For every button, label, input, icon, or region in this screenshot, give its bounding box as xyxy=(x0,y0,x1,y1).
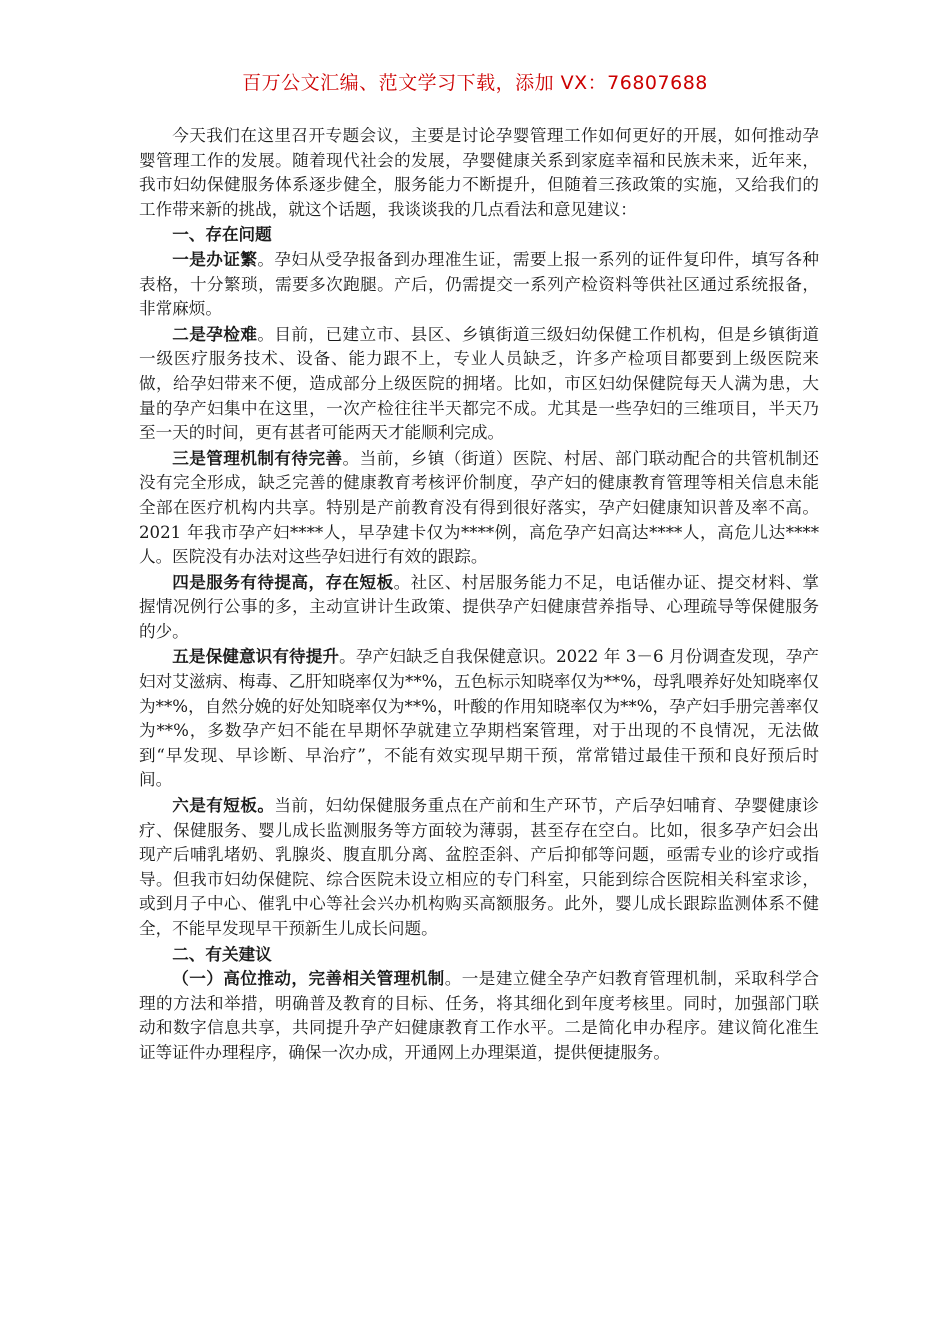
problem-lead-1: 一是办证繁 xyxy=(172,248,258,269)
problem-paragraph-3 xyxy=(139,446,819,570)
problem-lead-4: 四是服务有待提高，存在短板 xyxy=(172,571,394,592)
problem-text-1: 。孕妇从受孕报备到办理准生证，需要上报一系列的证件复印件，填写各种表格，十分繁琐，需要多次跑腿。产后，仍需提交一系列产检资料等供社区通过系统报备，非常麻烦。 xyxy=(139,249,820,319)
suggestion-text-1: 。一是建立健全孕产妇教育管理机制，采取科学合理的方法和举措，明确普及教育的目标、任务，将其细化到年度考核里。同时，加强部门联动和数字信息共享，共同提升孕产妇健康教育工作水平。二是简化申办程序。建议简化准生证等证件办理程序，确保一次办成，开通网上办理渠道，提供便捷服务。 xyxy=(139,969,820,1062)
section-heading-problems: 一、存在问题 xyxy=(172,224,272,245)
problem-paragraph-4 xyxy=(139,570,819,645)
problem-paragraph-1 xyxy=(139,247,819,322)
problem-paragraph-2 xyxy=(139,322,819,446)
problem-lead-2: 二是孕检难 xyxy=(172,323,258,344)
problem-lead-6: 六是有短板。 xyxy=(172,795,275,816)
problem-lead-3: 三是管理机制有待完善 xyxy=(172,447,343,468)
section-heading-suggestions: 二、有关建议 xyxy=(172,943,272,964)
watermark-header: 百万公文汇编、范文学习下载，添加 VX：76807688 xyxy=(242,72,708,94)
suggestion-lead-1: （一）高位推动，完善相关管理机制 xyxy=(172,968,445,989)
problem-text-3: 。当前，乡镇（街道）医院、村居、部门联动配合的共管机制还没有完全形成，缺乏完善的健康教育考核评价制度，孕产妇的健康教育管理等相关信息未能全部在医疗机构内共享。特别是产前教育没有得到很好落实，孕产妇健康知识普及率不高。2021 年我市孕产妇****人，早孕建卡仅为****例，高危孕产妇高达****人，高危儿达****人。医院没有办法对这些孕妇进行有效的跟踪。 xyxy=(139,448,820,567)
problem-text-2: 。目前，已建立市、县区、乡镇街道三级妇幼保健工作机构，但是乡镇街道一级医疗服务技术、设备、能力跟不上，专业人员缺乏，许多产检项目都要到上级医院来做，给孕妇带来不便，造成部分上级医院的拥堵。比如，市区妇幼保健院每天人满为患，大量的孕产妇集中在这里，一次产检往往半天都完不成。尤其是一些孕妇的三维项目，半天乃至一天的时间，更有甚者可能两天才能顺利完成。 xyxy=(139,324,820,443)
problem-text-5: 。孕产妇缺乏自我保健意识。2022 年 3－6 月份调查发现，孕产妇对艾滋病、梅毒、乙肝知晓率仅为**%，五色标示知晓率仅为**%，母乳喂养好处知晓率仅为**%，自然分娩的好处知晓率仅为**%，叶酸的作用知晓率仅为**%，孕产妇手册完善率仅为**%，多数孕产妇不能在早期怀孕就建立孕期档案管理，对于出现的不良情况，无法做到“早发现、早诊断、早治疗”，不能有效实现早期干预，常常错过最佳干预和良好预后时间。 xyxy=(139,647,820,790)
document-body xyxy=(139,124,819,1066)
problem-paragraph-6 xyxy=(139,793,819,942)
intro-paragraph: 今天我们在这里召开专题会议，主要是讨论孕婴管理工作如何更好的开展，如何推动孕婴管理工作的发展。随着现代社会的发展，孕婴健康关系到家庭幸福和民族未来，近年来，我市妇幼保健服务体系逐步健全，服务能力不断提升，但随着三孩政策的实施，又给我们的工作带来新的挑战，就这个话题，我谈谈我的几点看法和意见建议： xyxy=(139,126,819,219)
problem-text-4: 。社区、村居服务能力不足，电话催办证、提交材料、掌握情况例行公事的多，主动宣讲计生政策、提供孕产妇健康营养指导、心理疏导等保健服务的少。 xyxy=(139,572,820,641)
suggestion-paragraph-1 xyxy=(139,966,819,1065)
problem-text-6: 当前，妇幼保健服务重点在产前和生产环节，产后孕妇哺育、孕婴健康诊疗、保健服务、婴儿成长监测服务等方面较为薄弱，甚至存在空白。比如，很多孕产妇会出现产后哺乳堵奶、乳腺炎、腹直肌分离、盆腔歪斜、产后抑郁等问题，亟需专业的诊疗或指导。但我市妇幼保健院、综合医院未设立相应的专门科室，只能到综合医院相关科室求诊，或到月子中心、催乳中心等社会兴办机构购买高额服务。此外，婴儿成长跟踪监测体系不健全，不能早发现早干预新生儿成长问题。 xyxy=(139,796,820,938)
problem-lead-5: 五是保健意识有待提升 xyxy=(172,646,340,667)
problem-paragraph-5 xyxy=(139,644,819,793)
